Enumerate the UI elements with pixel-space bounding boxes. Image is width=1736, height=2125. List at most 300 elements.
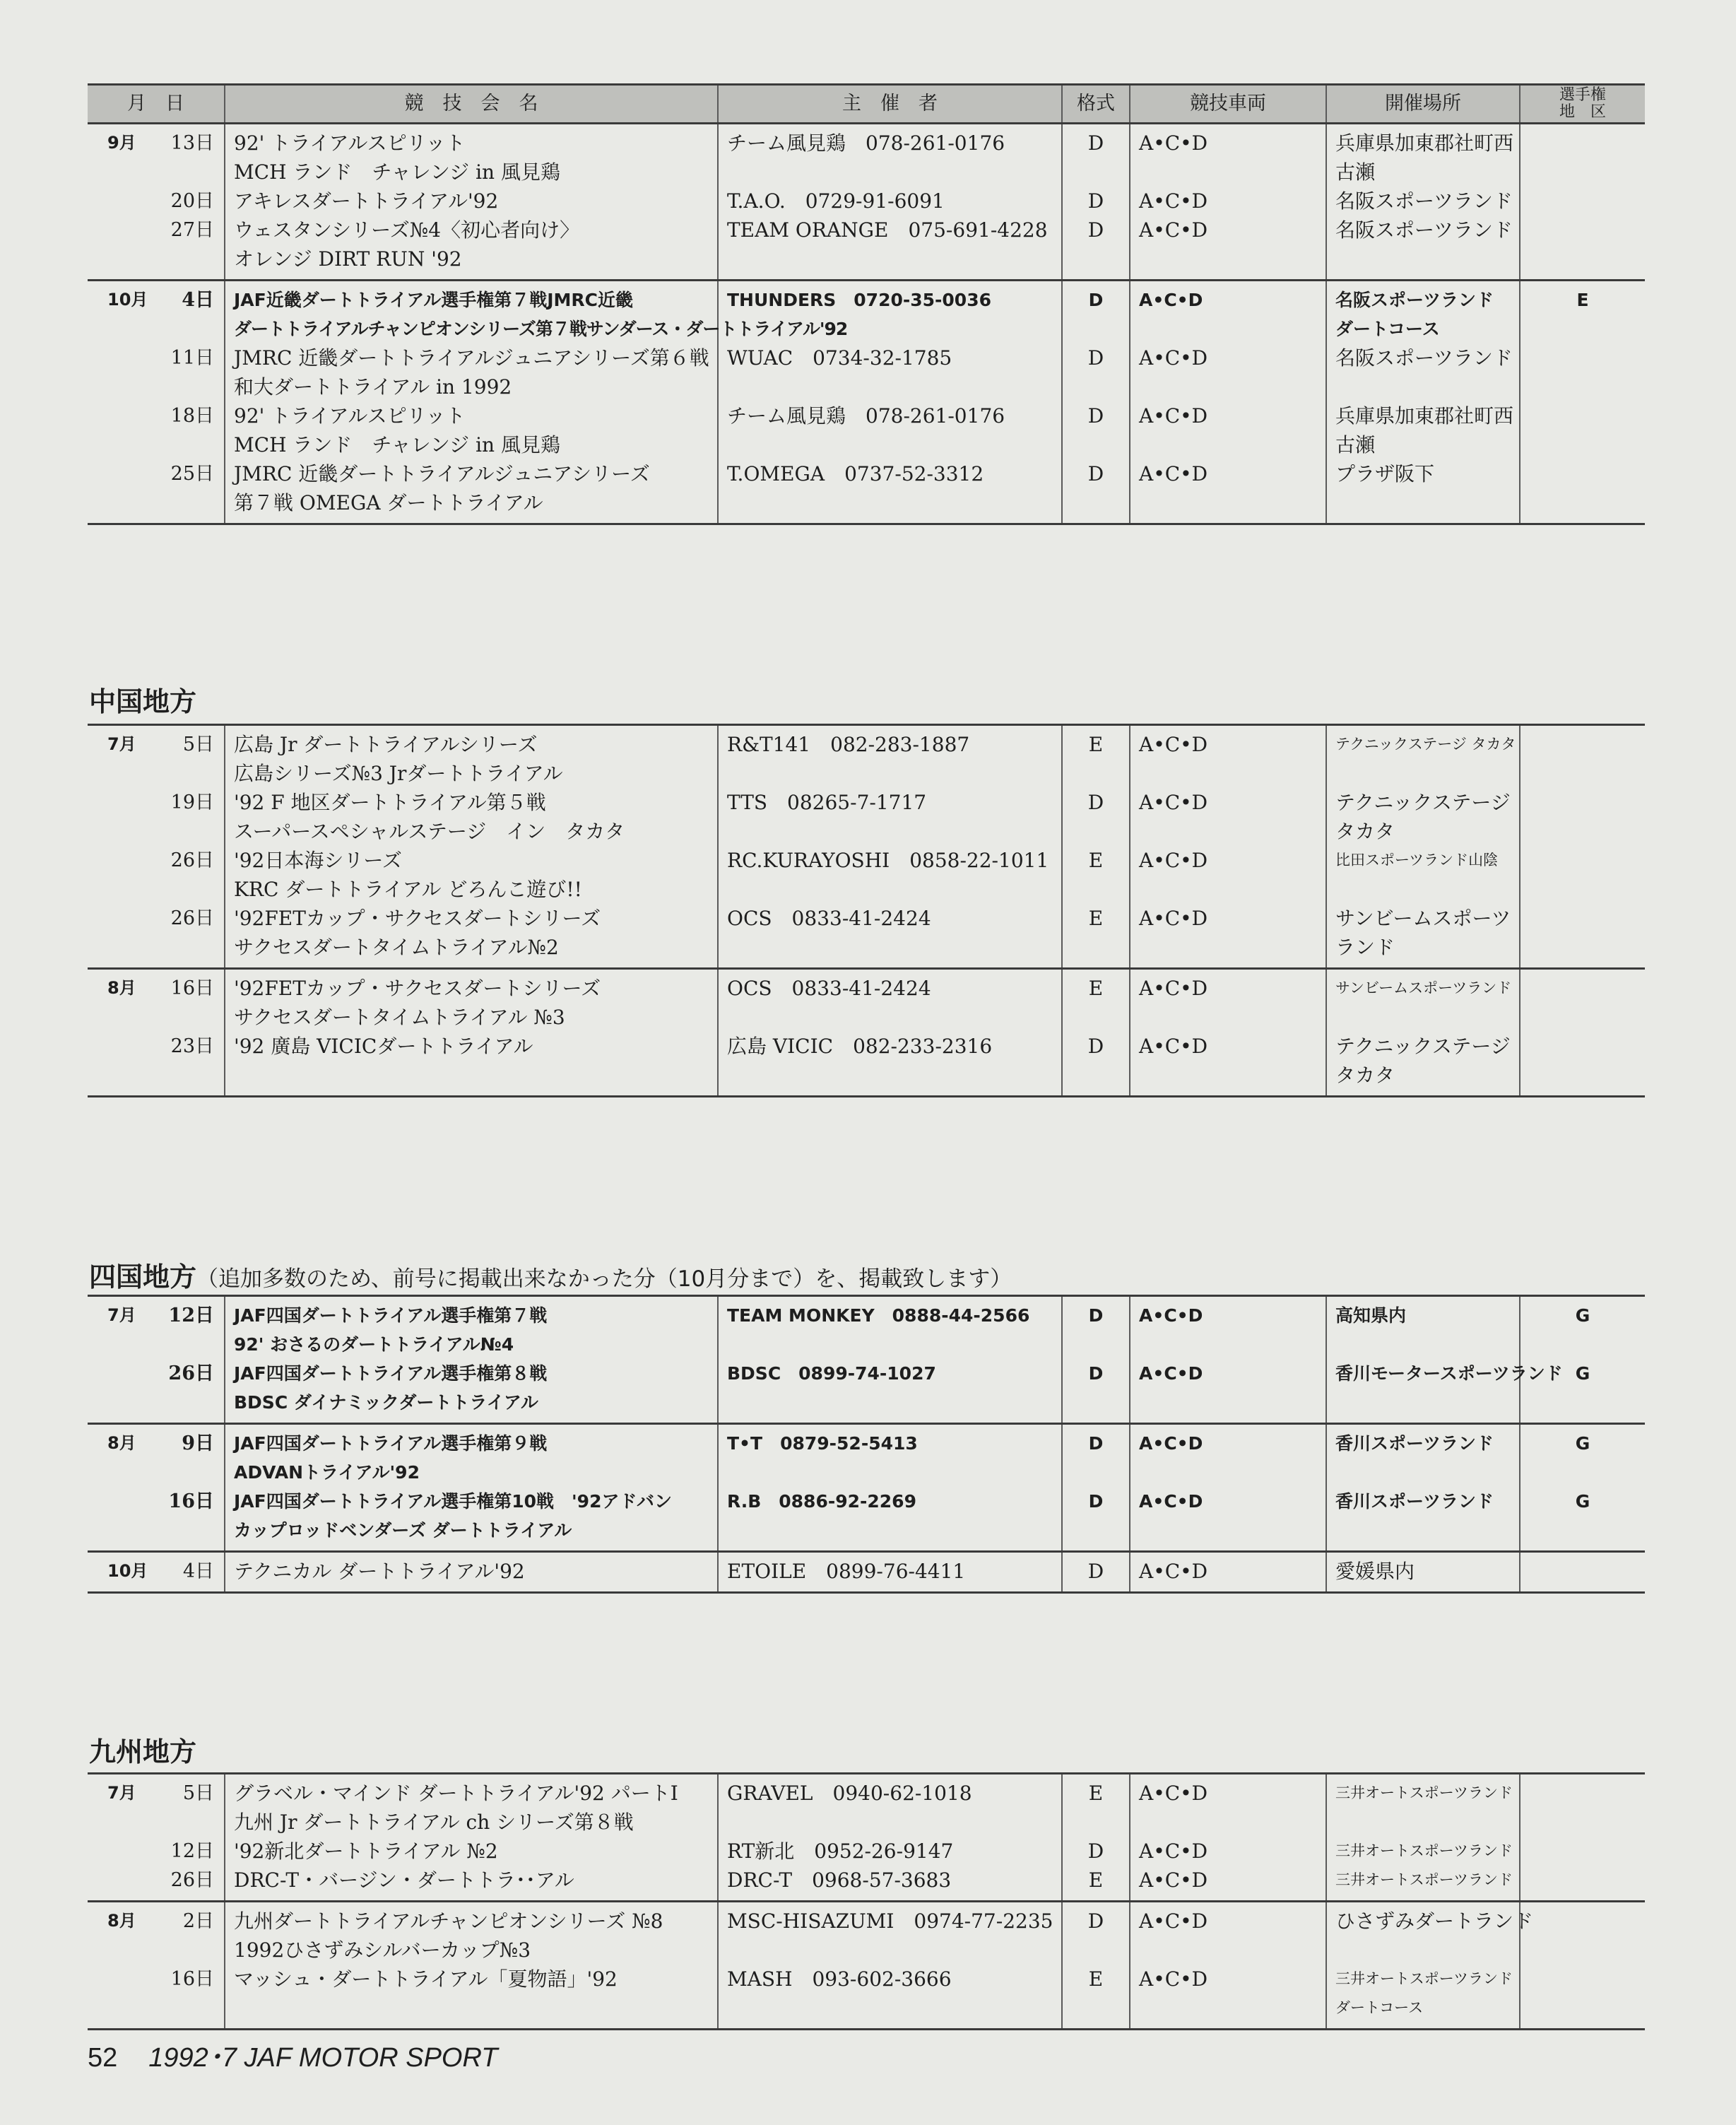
- month-label: 7月: [107, 734, 136, 754]
- dist-cell: [1520, 187, 1645, 216]
- table-row: [88, 933, 1645, 969]
- name-cell: サクセスダートタイムトライアル№2: [225, 933, 718, 969]
- date-cell: [88, 1424, 225, 1459]
- dist-cell: [1520, 245, 1645, 281]
- cars-cell: A•C•D: [1130, 1965, 1326, 1994]
- dist-cell: [1520, 124, 1645, 158]
- fmt-cell: [1062, 817, 1130, 846]
- date-cell: [88, 343, 225, 372]
- place-cell: タカタ: [1326, 817, 1520, 846]
- org-cell: R.B 0886-92-2269: [718, 1487, 1062, 1516]
- table-row: [88, 1994, 1645, 2030]
- place-cell: 名阪スポーツランド: [1326, 281, 1520, 315]
- fmt-cell: E: [1062, 725, 1130, 760]
- header-district: 選手権 地 区: [1520, 85, 1645, 124]
- org-cell: [718, 372, 1062, 401]
- dist-cell: [1520, 1388, 1645, 1424]
- table-row: [88, 216, 1645, 245]
- name-cell: 92' おさるのダートトライアル№4: [225, 1330, 718, 1359]
- dist-cell: [1520, 933, 1645, 969]
- date-cell: [88, 1487, 225, 1516]
- fmt-cell: E: [1062, 969, 1130, 1003]
- org-cell: T.A.O. 0729-91-6091: [718, 187, 1062, 216]
- name-cell: 92' トライアルスピリット: [225, 401, 718, 430]
- table-row: [88, 817, 1645, 846]
- org-cell: [718, 1458, 1062, 1487]
- month-label: 10月: [107, 290, 148, 310]
- date-cell: [88, 969, 225, 1003]
- date-cell: [88, 1330, 225, 1359]
- day-label: 26日: [170, 849, 214, 871]
- org-cell: チーム風見鶏 078-261-0176: [718, 401, 1062, 430]
- name-cell: [225, 1994, 718, 2030]
- fmt-cell: D: [1062, 216, 1130, 245]
- org-cell: [718, 1061, 1062, 1097]
- table-row: [88, 1330, 1645, 1359]
- cars-cell: [1130, 158, 1326, 187]
- org-cell: MSC-HISAZUMI 0974-77-2235: [718, 1902, 1062, 1936]
- name-cell: 和大ダートトライアル in 1992: [225, 372, 718, 401]
- org-cell: THUNDERS 0720-35-0036: [718, 281, 1062, 315]
- date-cell: [88, 314, 225, 343]
- place-cell: 香川スポーツランド: [1326, 1424, 1520, 1459]
- cars-cell: A•C•D: [1130, 187, 1326, 216]
- name-cell: ADVANトライアル'92: [225, 1458, 718, 1487]
- cars-cell: A•C•D: [1130, 1487, 1326, 1516]
- table-row: [88, 459, 1645, 488]
- place-cell: 比田スポーツランド山陰: [1326, 846, 1520, 875]
- day-label: 16日: [170, 1968, 214, 1990]
- fmt-cell: [1062, 1388, 1130, 1424]
- date-cell: [88, 1774, 225, 1808]
- fmt-cell: [1062, 1458, 1130, 1487]
- section-title-shikoku: 四国地方（追加多数のため、前号に掲載出来なかった分（10月分まで）を、掲載致します）: [89, 1261, 1012, 1293]
- table-row: [88, 1808, 1645, 1837]
- place-cell: 香川モータースポーツランド: [1326, 1359, 1520, 1388]
- cars-cell: A•C•D: [1130, 1774, 1326, 1808]
- cars-cell: A•C•D: [1130, 969, 1326, 1003]
- day-label: 26日: [170, 1869, 214, 1891]
- dist-cell: [1520, 1003, 1645, 1032]
- fmt-cell: D: [1062, 124, 1130, 158]
- dist-cell: G: [1520, 1296, 1645, 1331]
- name-cell: DRC-T・バージン・ダートトラ･･アル: [225, 1866, 718, 1902]
- org-cell: T.OMEGA 0737-52-3312: [718, 459, 1062, 488]
- fmt-cell: D: [1062, 1296, 1130, 1331]
- org-cell: [718, 933, 1062, 969]
- table-row: [88, 1061, 1645, 1097]
- org-cell: OCS 0833-41-2424: [718, 904, 1062, 933]
- org-cell: ETOILE 0899-76-4411: [718, 1552, 1062, 1593]
- table-row: [88, 314, 1645, 343]
- org-cell: [718, 1388, 1062, 1424]
- date-cell: [88, 1837, 225, 1866]
- place-cell: 古瀬: [1326, 158, 1520, 187]
- date-cell: [88, 1003, 225, 1032]
- place-cell: 古瀬: [1326, 430, 1520, 459]
- fmt-cell: [1062, 759, 1130, 788]
- day-label: 9日: [182, 1432, 214, 1454]
- fmt-cell: D: [1062, 1424, 1130, 1459]
- fmt-cell: [1062, 1330, 1130, 1359]
- org-cell: [718, 245, 1062, 281]
- name-cell: '92FETカップ・サクセスダートシリーズ: [225, 969, 718, 1003]
- date-cell: [88, 725, 225, 760]
- cars-cell: [1130, 875, 1326, 904]
- name-cell: サクセスダートタイムトライアル №3: [225, 1003, 718, 1032]
- page-footer: [88, 2035, 497, 2074]
- place-cell: ダートコース: [1326, 1994, 1520, 2030]
- day-label: 16日: [170, 977, 214, 999]
- header-venue: 開催場所: [1326, 85, 1520, 124]
- name-cell: JAF四国ダートトライアル選手権第９戦: [225, 1424, 718, 1459]
- dist-cell: [1520, 1902, 1645, 1936]
- table-row: [88, 124, 1645, 158]
- org-cell: [718, 1330, 1062, 1359]
- place-cell: サンビームスポーツ: [1326, 904, 1520, 933]
- day-label: 12日: [168, 1305, 214, 1326]
- org-cell: [718, 158, 1062, 187]
- fmt-cell: D: [1062, 788, 1130, 817]
- name-cell: オレンジ DIRT RUN '92: [225, 245, 718, 281]
- cars-cell: A•C•D: [1130, 1902, 1326, 1936]
- dist-cell: [1520, 1837, 1645, 1866]
- section-title-chugoku: 中国地方: [89, 686, 197, 717]
- cars-cell: [1130, 1003, 1326, 1032]
- date-cell: [88, 1359, 225, 1388]
- fmt-cell: E: [1062, 1774, 1130, 1808]
- date-cell: [88, 1866, 225, 1902]
- date-cell: [88, 759, 225, 788]
- name-cell: 九州ダートトライアルチャンピオンシリーズ №8: [225, 1902, 718, 1936]
- table-row: [88, 281, 1645, 315]
- date-cell: [88, 401, 225, 430]
- cars-cell: A•C•D: [1130, 124, 1326, 158]
- table-row: [88, 158, 1645, 187]
- place-cell: ひさずみダートランド: [1326, 1902, 1520, 1936]
- fmt-cell: [1062, 1061, 1130, 1097]
- dist-cell: [1520, 1032, 1645, 1061]
- dist-cell: [1520, 314, 1645, 343]
- place-cell: 名阪スポーツランド: [1326, 187, 1520, 216]
- name-cell: カップロッドベンダーズ ダートトライアル: [225, 1516, 718, 1552]
- header-cars: 競技車両: [1130, 85, 1326, 124]
- cars-cell: A•C•D: [1130, 1424, 1326, 1459]
- org-cell: BDSC 0899-74-1027: [718, 1359, 1062, 1388]
- date-cell: [88, 459, 225, 488]
- place-cell: [1326, 1003, 1520, 1032]
- month-label: 8月: [107, 1433, 136, 1453]
- place-cell: [1326, 875, 1520, 904]
- date-cell: [88, 817, 225, 846]
- fmt-cell: [1062, 488, 1130, 524]
- name-cell: KRC ダートトライアル どろんこ遊び!!: [225, 875, 718, 904]
- date-cell: [88, 933, 225, 969]
- cars-cell: A•C•D: [1130, 1032, 1326, 1061]
- date-cell: [88, 875, 225, 904]
- dist-cell: [1520, 216, 1645, 245]
- place-cell: サンビームスポーツランド: [1326, 969, 1520, 1003]
- table-row: [88, 1516, 1645, 1552]
- org-cell: T•T 0879-52-5413: [718, 1424, 1062, 1459]
- date-cell: [88, 904, 225, 933]
- fmt-cell: D: [1062, 1487, 1130, 1516]
- table-row: [88, 343, 1645, 372]
- name-cell: グラベル・マインド ダートトライアル'92 パートⅠ: [225, 1774, 718, 1808]
- day-label: 4日: [182, 289, 214, 311]
- day-label: 27日: [170, 219, 214, 241]
- fmt-cell: [1062, 933, 1130, 969]
- date-cell: [88, 1032, 225, 1061]
- dist-cell: [1520, 759, 1645, 788]
- date-cell: [88, 1936, 225, 1965]
- day-label: 26日: [168, 1362, 214, 1384]
- header-organizer: 主 催 者: [718, 85, 1062, 124]
- day-label: 2日: [182, 1910, 214, 1932]
- day-label: 26日: [170, 907, 214, 929]
- fmt-cell: E: [1062, 1965, 1130, 1994]
- cars-cell: [1130, 933, 1326, 969]
- fmt-cell: D: [1062, 281, 1130, 315]
- fmt-cell: [1062, 1936, 1130, 1965]
- org-cell: [718, 759, 1062, 788]
- place-cell: ランド: [1326, 933, 1520, 969]
- fmt-cell: D: [1062, 1032, 1130, 1061]
- shikoku-table: [88, 1295, 1645, 1594]
- dist-cell: [1520, 875, 1645, 904]
- dist-cell: [1520, 430, 1645, 459]
- fmt-cell: E: [1062, 904, 1130, 933]
- table-row: [88, 1359, 1645, 1388]
- cars-cell: [1130, 1516, 1326, 1552]
- dist-cell: G: [1520, 1359, 1645, 1388]
- date-cell: [88, 281, 225, 315]
- date-cell: [88, 1994, 225, 2030]
- table-row: [88, 1866, 1645, 1902]
- day-label: 5日: [182, 734, 214, 755]
- month-label: 9月: [107, 133, 136, 153]
- org-cell: WUAC 0734-32-1785: [718, 343, 1062, 372]
- org-cell: RT新北 0952-26-9147: [718, 1837, 1062, 1866]
- org-cell: R&T141 082-283-1887: [718, 725, 1062, 760]
- name-cell: 第７戦 OMEGA ダートトライアル: [225, 488, 718, 524]
- org-cell: [718, 1516, 1062, 1552]
- table-row: [88, 1774, 1645, 1808]
- cars-cell: A•C•D: [1130, 904, 1326, 933]
- org-cell: チーム風見鶏 078-261-0176: [718, 124, 1062, 158]
- name-cell: マッシュ・ダートトライアル「夏物語」'92: [225, 1965, 718, 1994]
- fmt-cell: D: [1062, 343, 1130, 372]
- cars-cell: [1130, 1061, 1326, 1097]
- place-cell: [1326, 1388, 1520, 1424]
- place-cell: 三井オートスポーツランド: [1326, 1774, 1520, 1808]
- place-cell: [1326, 759, 1520, 788]
- table-row: [88, 1552, 1645, 1593]
- dist-cell: [1520, 1330, 1645, 1359]
- cars-cell: A•C•D: [1130, 725, 1326, 760]
- place-cell: 三井オートスポーツランド: [1326, 1866, 1520, 1902]
- date-cell: [88, 158, 225, 187]
- org-cell: RC.KURAYOSHI 0858-22-1011: [718, 846, 1062, 875]
- place-cell: 名阪スポーツランド: [1326, 216, 1520, 245]
- dist-cell: G: [1520, 1424, 1645, 1459]
- place-cell: タカタ: [1326, 1061, 1520, 1097]
- month-label: 7月: [107, 1305, 136, 1325]
- org-cell: [718, 1003, 1062, 1032]
- cars-cell: [1130, 1330, 1326, 1359]
- day-label: 20日: [170, 190, 214, 212]
- date-cell: [88, 124, 225, 158]
- date-cell: [88, 1552, 225, 1593]
- name-cell: 92' トライアルスピリット: [225, 124, 718, 158]
- fmt-cell: [1062, 1994, 1130, 2030]
- dist-cell: [1520, 1774, 1645, 1808]
- name-cell: '92FETカップ・サクセスダートシリーズ: [225, 904, 718, 933]
- dist-cell: [1520, 788, 1645, 817]
- cars-cell: [1130, 430, 1326, 459]
- org-cell: [718, 488, 1062, 524]
- date-cell: [88, 245, 225, 281]
- place-cell: [1326, 1458, 1520, 1487]
- name-cell: 広島 Jr ダートトライアルシリーズ: [225, 725, 718, 760]
- cars-cell: [1130, 372, 1326, 401]
- header-name: 競 技 会 名: [225, 85, 718, 124]
- fmt-cell: D: [1062, 1552, 1130, 1593]
- place-cell: テクニックステージ: [1326, 1032, 1520, 1061]
- org-cell: [718, 1994, 1062, 2030]
- date-cell: [88, 846, 225, 875]
- cars-cell: [1130, 488, 1326, 524]
- place-cell: 三井オートスポーツランド: [1326, 1837, 1520, 1866]
- name-cell: '92 廣島 VICICダートトライアル: [225, 1032, 718, 1061]
- day-label: 19日: [170, 791, 214, 813]
- cars-cell: A•C•D: [1130, 459, 1326, 488]
- date-cell: [88, 788, 225, 817]
- dist-cell: [1520, 817, 1645, 846]
- name-cell: 広島シリーズ№3 Jrダートトライアル: [225, 759, 718, 788]
- day-label: 23日: [170, 1035, 214, 1057]
- name-cell: JMRC 近畿ダートトライアルジュニアシリーズ第６戦: [225, 343, 718, 372]
- cars-cell: A•C•D: [1130, 281, 1326, 315]
- cars-cell: A•C•D: [1130, 1866, 1326, 1902]
- table-row: [88, 372, 1645, 401]
- fmt-cell: [1062, 430, 1130, 459]
- dist-cell: [1520, 1808, 1645, 1837]
- dist-cell: [1520, 1994, 1645, 2030]
- date-cell: [88, 1808, 225, 1837]
- name-cell: '92日本海シリーズ: [225, 846, 718, 875]
- dist-cell: [1520, 372, 1645, 401]
- date-cell: [88, 430, 225, 459]
- table-row: [88, 187, 1645, 216]
- org-cell: DRC-T 0968-57-3683: [718, 1866, 1062, 1902]
- day-label: 25日: [170, 463, 214, 485]
- org-cell: OCS 0833-41-2424: [718, 969, 1062, 1003]
- cars-cell: [1130, 1458, 1326, 1487]
- cars-cell: [1130, 817, 1326, 846]
- month-label: 7月: [107, 1783, 136, 1803]
- place-cell: 名阪スポーツランド: [1326, 343, 1520, 372]
- name-cell: [225, 1061, 718, 1097]
- magazine-title: 1992･7 JAF MOTOR SPORT: [148, 2043, 498, 2073]
- org-cell: MASH 093-602-3666: [718, 1965, 1062, 1994]
- name-cell: JAF四国ダートトライアル選手権第10戦 '92アドバン: [225, 1487, 718, 1516]
- section-title-kyushu: 九州地方: [89, 1736, 197, 1767]
- table-row: [88, 488, 1645, 524]
- fmt-cell: D: [1062, 187, 1130, 216]
- dist-cell: [1520, 459, 1645, 488]
- org-cell: TEAM ORANGE 075-691-4228: [718, 216, 1062, 245]
- place-cell: 兵庫県加東郡社町西: [1326, 401, 1520, 430]
- place-cell: 高知県内: [1326, 1296, 1520, 1331]
- table-row: [88, 1936, 1645, 1965]
- place-cell: [1326, 245, 1520, 281]
- place-cell: [1326, 372, 1520, 401]
- table-row: [88, 1965, 1645, 1994]
- fmt-cell: E: [1062, 846, 1130, 875]
- cars-cell: [1130, 314, 1326, 343]
- header-format: 格式: [1062, 85, 1130, 124]
- cars-cell: A•C•D: [1130, 401, 1326, 430]
- day-label: 4日: [182, 1560, 214, 1582]
- kyushu-table: [88, 1772, 1645, 2030]
- place-cell: [1326, 1936, 1520, 1965]
- fmt-cell: [1062, 158, 1130, 187]
- name-cell: JAF四国ダートトライアル選手権第８戦: [225, 1359, 718, 1388]
- name-cell: 九州 Jr ダートトライアル ch シリーズ第８戦: [225, 1808, 718, 1837]
- date-cell: [88, 488, 225, 524]
- dist-cell: [1520, 488, 1645, 524]
- place-cell: [1326, 1808, 1520, 1837]
- table-row: [88, 969, 1645, 1003]
- table-row: [88, 1296, 1645, 1331]
- table-row: [88, 875, 1645, 904]
- table-row: [88, 788, 1645, 817]
- date-cell: [88, 1061, 225, 1097]
- day-label: 13日: [170, 132, 214, 154]
- cars-cell: A•C•D: [1130, 1359, 1326, 1388]
- date-cell: [88, 372, 225, 401]
- name-cell: スーパースペシャルステージ イン タカタ: [225, 817, 718, 846]
- page-number: 52: [88, 2043, 118, 2073]
- dist-cell: [1520, 343, 1645, 372]
- org-cell: [718, 875, 1062, 904]
- dist-cell: [1520, 1866, 1645, 1902]
- fmt-cell: [1062, 1003, 1130, 1032]
- cars-cell: A•C•D: [1130, 343, 1326, 372]
- dist-cell: [1520, 1061, 1645, 1097]
- table-row: [88, 1902, 1645, 1936]
- table-row: [88, 401, 1645, 430]
- org-cell: TTS 08265-7-1717: [718, 788, 1062, 817]
- place-cell: 三井オートスポーツランド: [1326, 1965, 1520, 1994]
- table-row: [88, 904, 1645, 933]
- day-label: 16日: [168, 1490, 214, 1512]
- fmt-cell: D: [1062, 401, 1130, 430]
- cars-cell: A•C•D: [1130, 216, 1326, 245]
- cars-cell: [1130, 1936, 1326, 1965]
- name-cell: '92 F 地区ダートトライアル第５戦: [225, 788, 718, 817]
- place-cell: 兵庫県加東郡社町西: [1326, 124, 1520, 158]
- table-header-row: [88, 85, 1645, 124]
- fmt-cell: [1062, 372, 1130, 401]
- table-row: [88, 430, 1645, 459]
- dist-cell: [1520, 401, 1645, 430]
- dist-cell: [1520, 1552, 1645, 1593]
- date-cell: [88, 187, 225, 216]
- table-row: [88, 1424, 1645, 1459]
- table-row: [88, 725, 1645, 760]
